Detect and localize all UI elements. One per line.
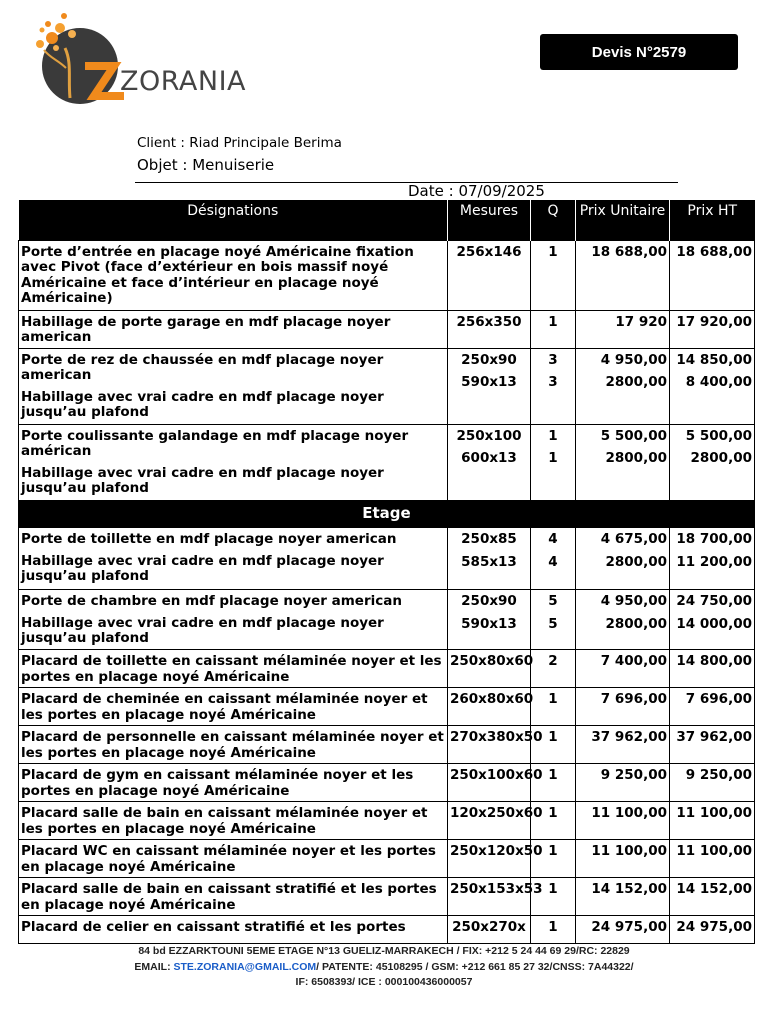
quantity-value: 1 <box>548 805 558 821</box>
table-row <box>19 240 755 310</box>
unit-price-cell <box>576 916 670 944</box>
mesures-value: 270x380x50 <box>450 729 543 745</box>
mesures-cell <box>448 726 543 764</box>
designation-cell <box>19 878 448 916</box>
table-row <box>19 650 755 688</box>
quantity-value: 1 <box>548 881 558 897</box>
unit-price-cell <box>576 240 670 310</box>
quantity-value: 3 <box>548 351 558 368</box>
quantity-value: 4 <box>548 531 558 547</box>
quantity-value: 1 <box>548 243 558 260</box>
mesures-cell <box>448 916 531 944</box>
unit-price-value: 14 152,00 <box>591 881 667 897</box>
total-ht-cell <box>670 878 755 916</box>
mesures-value: 600x13 <box>461 450 517 466</box>
mesures-value: 120x250x60 <box>450 805 543 821</box>
designation-cell <box>19 240 448 310</box>
mesures-value: 250x153x53 <box>450 881 543 897</box>
total-ht-value: 7 696,00 <box>685 691 752 707</box>
quantity-value: 5 <box>548 593 558 609</box>
quantity-value: 1 <box>548 729 558 745</box>
designation-cell <box>19 590 448 650</box>
unit-price-cell <box>576 764 670 802</box>
table-row <box>19 348 755 424</box>
mesures-value: 590x13 <box>461 615 517 632</box>
divider-line <box>135 182 678 183</box>
unit-price-value: 24 975,00 <box>591 919 667 935</box>
unit-price-value: 4 950,00 <box>600 351 667 368</box>
total-ht-value: 9 250,00 <box>685 767 752 783</box>
designation-text: Porte coulissante galandage en mdf placage noyer américan <box>21 427 409 459</box>
designation-text: Habillage avec vrai cadre en mdf placage noyer jusqu’au plafond <box>21 388 384 420</box>
designation-cell <box>19 424 448 500</box>
quantity-value: 1 <box>548 313 558 330</box>
quantity-cell <box>531 348 576 424</box>
total-ht-cell <box>670 650 755 688</box>
designation-text: Placard salle de bain en caissant mélaminée noyer et les portes en placage noyé Américaine <box>21 805 428 837</box>
unit-price-value: 18 688,00 <box>591 243 667 260</box>
designation-text: Habillage de porte garage en mdf placage noyer american <box>21 313 391 345</box>
unit-price-cell <box>576 424 670 500</box>
mesures-cell <box>448 764 543 802</box>
total-ht-value: 24 750,00 <box>676 593 752 609</box>
mesures-value: 250x80x60 <box>450 653 534 669</box>
designation-text: Placard WC en caissant mélaminée noyer et les portes en placage noyé Américaine <box>21 843 436 875</box>
designation-text: Placard de personnelle en caissant mélaminée noyer et les portes en placage noyé Américaine <box>21 729 444 761</box>
total-ht-cell <box>670 310 755 348</box>
designation-text: Porte de toillette en mdf placage noyer american <box>21 531 397 547</box>
table-row <box>19 310 755 348</box>
mesures-value: 256x350 <box>456 313 522 330</box>
quantity-value: 2 <box>548 653 558 669</box>
column-header-prix-unitaire: Prix Unitaire <box>576 200 670 240</box>
mesures-cell <box>448 590 531 650</box>
quantity-value: 1 <box>548 450 558 466</box>
unit-price-value: 37 962,00 <box>591 729 667 745</box>
designation-text: Placard de gym en caissant mélaminée noyer et les portes en placage noyé Américaine <box>21 767 414 799</box>
total-ht-value: 17 920,00 <box>676 313 752 330</box>
unit-price-cell <box>576 650 670 688</box>
unit-price-value: 2800,00 <box>605 374 667 390</box>
designation-cell <box>19 726 448 764</box>
unit-price-value: 2800,00 <box>605 615 667 632</box>
footer-contact-rest: / PATENTE: 45108295 / GSM: +212 661 85 27 32/CNSS: 7A44322/ <box>316 961 634 973</box>
unit-price-value: 7 696,00 <box>600 691 667 707</box>
mesures-cell <box>448 240 531 310</box>
table-row <box>19 764 755 802</box>
mesures-value: 260x80x60 <box>450 691 534 707</box>
section-row-etage <box>19 500 755 528</box>
date-line: Date : 07/09/2025 <box>408 182 545 200</box>
mesures-cell <box>448 878 543 916</box>
designation-text: Habillage avec vrai cadre en mdf placage noyer jusqu’au plafond <box>21 464 384 496</box>
unit-price-value: 2800,00 <box>605 553 667 570</box>
quantity-value: 4 <box>548 553 558 570</box>
total-ht-value: 11 100,00 <box>676 805 752 821</box>
designation-cell <box>19 916 448 944</box>
unit-price-value: 4 675,00 <box>600 531 667 547</box>
unit-price-value: 5 500,00 <box>600 427 667 444</box>
quantity-value: 1 <box>548 427 558 444</box>
unit-price-value: 4 950,00 <box>600 593 667 609</box>
designation-cell <box>19 802 448 840</box>
mesures-value: 250x270x <box>452 919 526 935</box>
unit-price-cell <box>576 310 670 348</box>
mesures-cell <box>448 310 531 348</box>
total-ht-value: 11 100,00 <box>676 843 752 859</box>
designation-cell <box>19 310 448 348</box>
total-ht-cell <box>670 916 755 944</box>
unit-price-cell <box>576 528 670 590</box>
table-row <box>19 688 755 726</box>
table-row <box>19 424 755 500</box>
unit-price-cell <box>576 590 670 650</box>
designation-text: Porte d’entrée en placage noyé Américaine fixation avec Pivot (face d’extérieur en bois massif noyé Américaine et face d’intérieur en placage noyé Américaine) <box>21 243 414 306</box>
designation-text: Porte de chambre en mdf placage noyer american <box>21 593 402 609</box>
total-ht-cell <box>670 528 755 590</box>
footer-email-label: EMAIL: <box>134 961 174 973</box>
column-header-mesures: Mesures <box>448 200 531 240</box>
total-ht-cell <box>670 726 755 764</box>
quantity-cell <box>531 240 576 310</box>
total-ht-value: 18 688,00 <box>676 243 752 260</box>
mesures-value: 256x146 <box>456 243 522 260</box>
quantity-cell <box>531 590 576 650</box>
designation-text: Placard salle de bain en caissant stratifié et les portes en placage noyé Américaine <box>21 881 437 913</box>
unit-price-cell <box>576 726 670 764</box>
unit-price-value: 7 400,00 <box>600 653 667 669</box>
mesures-value: 585x13 <box>461 553 517 570</box>
table-row <box>19 726 755 764</box>
unit-price-cell <box>576 878 670 916</box>
table-row <box>19 878 755 916</box>
mesures-cell <box>448 424 531 500</box>
designation-text: Placard de celier en caissant stratifié et les portes <box>21 919 406 935</box>
designation-text: Placard de cheminée en caissant mélaminée noyer et les portes en placage noyé Américaine <box>21 691 428 723</box>
total-ht-value: 11 200,00 <box>676 553 752 570</box>
section-title-etage: Etage <box>19 500 755 528</box>
footer-address: 84 bd EZZARKTOUNI 5EME ETAGE N°13 GUELIZ-MARRAKECH / FIX: +212 5 24 44 69 29/RC: 22829 <box>138 945 630 957</box>
total-ht-value: 14 152,00 <box>676 881 752 897</box>
mesures-cell <box>448 650 534 688</box>
quantity-value: 1 <box>548 767 558 783</box>
unit-price-value: 9 250,00 <box>600 767 667 783</box>
unit-price-value: 17 920 <box>615 313 667 330</box>
unit-price-cell <box>576 840 670 878</box>
mesures-value: 250x100x60 <box>450 767 543 783</box>
designation-cell <box>19 840 448 878</box>
total-ht-value: 5 500,00 <box>685 427 752 444</box>
mesures-value: 590x13 <box>461 374 517 390</box>
total-ht-value: 37 962,00 <box>676 729 752 745</box>
quantity-value: 1 <box>548 843 558 859</box>
table-row <box>19 590 755 650</box>
unit-price-cell <box>576 688 670 726</box>
total-ht-value: 18 700,00 <box>676 531 752 547</box>
client-line: Client : Riad Principale Berima <box>137 135 342 151</box>
total-ht-value: 14 800,00 <box>676 653 752 669</box>
total-ht-cell <box>670 590 755 650</box>
devis-table <box>18 200 755 944</box>
table-row <box>19 802 755 840</box>
column-header-prix-ht: Prix HT <box>670 200 755 240</box>
unit-price-cell <box>576 802 670 840</box>
mesures-cell <box>448 840 543 878</box>
designation-cell <box>19 348 448 424</box>
table-row <box>19 840 755 878</box>
table-header-row <box>19 200 755 240</box>
quantity-cell <box>531 424 576 500</box>
total-ht-cell <box>670 764 755 802</box>
quantity-cell <box>531 310 576 348</box>
mesures-cell <box>448 528 531 590</box>
designation-cell <box>19 764 448 802</box>
mesures-cell <box>448 802 543 840</box>
quantity-cell <box>531 916 576 944</box>
quantity-value: 1 <box>548 919 558 935</box>
quantity-cell <box>531 650 576 688</box>
mesures-value: 250x85 <box>461 531 517 547</box>
total-ht-value: 2800,00 <box>690 450 752 466</box>
total-ht-cell <box>670 240 755 310</box>
footer-contact <box>0 961 768 973</box>
devis-number-badge: Devis N°2579 <box>540 34 738 70</box>
mesures-cell <box>448 688 534 726</box>
total-ht-cell <box>670 840 755 878</box>
company-name: ZORANIA <box>120 66 247 97</box>
unit-price-cell <box>576 348 670 424</box>
mesures-value: 250x90 <box>461 351 517 368</box>
total-ht-cell <box>670 424 755 500</box>
unit-price-value: 11 100,00 <box>591 805 667 821</box>
designation-text: Porte de rez de chaussée en mdf placage noyer american <box>21 351 384 383</box>
total-ht-cell <box>670 802 755 840</box>
designation-cell <box>19 650 448 688</box>
quantity-cell <box>531 528 576 590</box>
objet-line: Objet : Menuiserie <box>137 156 275 174</box>
mesures-value: 250x90 <box>461 593 517 609</box>
designation-text: Placard de toillette en caissant mélaminée noyer et les portes en placage noyé Américaine <box>21 653 442 685</box>
total-ht-cell <box>670 688 755 726</box>
total-ht-value: 14 000,00 <box>676 615 752 632</box>
table-row <box>19 528 755 590</box>
total-ht-value: 14 850,00 <box>676 351 752 368</box>
total-ht-value: 24 975,00 <box>676 919 752 935</box>
column-header-designations: Désignations <box>19 200 448 240</box>
total-ht-value: 8 400,00 <box>685 374 752 390</box>
footer-ids: IF: 6508393/ ICE : 000100436000057 <box>295 976 473 988</box>
mesures-value: 250x100 <box>456 427 522 444</box>
designation-text: Habillage avec vrai cadre en mdf placage noyer jusqu’au plafond <box>21 552 384 584</box>
table-row <box>19 916 755 944</box>
mesures-value: 250x120x50 <box>450 843 543 859</box>
unit-price-value: 2800,00 <box>605 450 667 466</box>
designation-cell <box>19 688 448 726</box>
quantity-value: 3 <box>548 374 558 390</box>
quantity-value: 1 <box>548 691 558 707</box>
footer-email-link[interactable]: STE.ZORANIA@GMAIL.COM <box>173 961 317 973</box>
quantity-value: 5 <box>548 615 558 632</box>
quantity-cell <box>531 688 576 726</box>
unit-price-value: 11 100,00 <box>591 843 667 859</box>
column-header-q: Q <box>531 200 576 240</box>
total-ht-cell <box>670 348 755 424</box>
designation-cell <box>19 528 448 590</box>
mesures-cell <box>448 348 531 424</box>
designation-text: Habillage avec vrai cadre en mdf placage noyer jusqu’au plafond <box>21 614 384 646</box>
